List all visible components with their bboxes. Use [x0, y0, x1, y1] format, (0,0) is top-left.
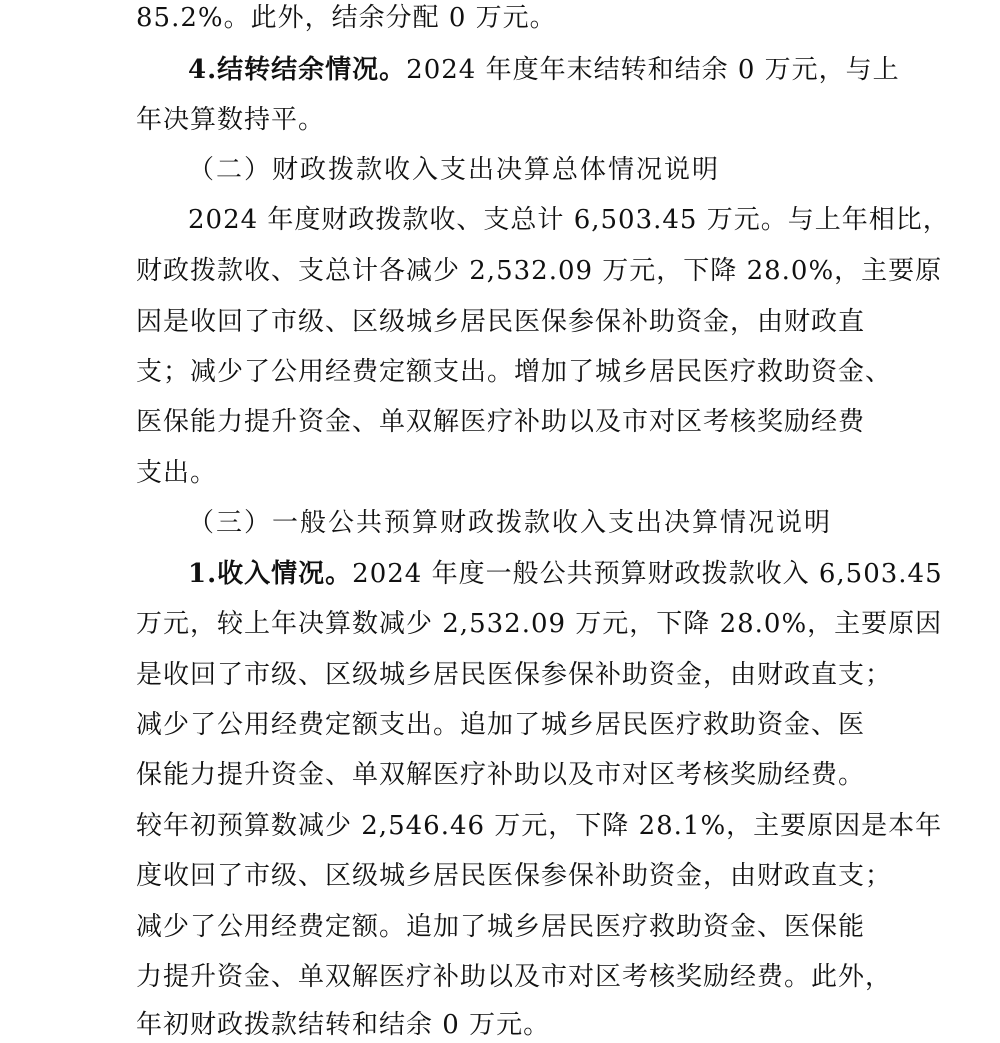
paragraph-line: 85.2%。此外，结余分配 0 万元。 [136, 3, 557, 33]
paragraph-line: 减少了公用经费定额。追加了城乡居民医疗救助资金、医保能 [136, 912, 866, 942]
section-heading: （三）一般公共预算财政拨款收入支出决算情况说明 [188, 508, 833, 538]
paragraph-line: 2024 年度财政拨款收、支总计 6,503.45 万元。与上年相比， [188, 205, 950, 235]
paragraph-line: 4.结转结余情况。2024 年度年末结转和结余 0 万元，与上 [188, 55, 900, 85]
paragraph-line: 度收回了市级、区级城乡居民医保参保补助资金，由财政直支； [136, 861, 893, 891]
paragraph-line: 是收回了市级、区级城乡居民医保参保补助资金，由财政直支； [136, 660, 893, 690]
paragraph-line: 支；减少了公用经费定额支出。增加了城乡居民医疗救助资金、 [136, 357, 893, 387]
paragraph-line: 财政拨款收、支总计各减少 2,532.09 万元，下降 28.0%，主要原 [136, 256, 943, 286]
paragraph-line: 医保能力提升资金、单双解医疗补助以及市对区考核奖励经费 [136, 407, 866, 437]
paragraph-line: 力提升资金、单双解医疗补助以及市对区考核奖励经费。此外， [136, 962, 893, 992]
paragraph-line: 万元，较上年决算数减少 2,532.09 万元，下降 28.0%，主要原因 [136, 609, 943, 639]
paragraph-line: 较年初预算数减少 2,546.46 万元，下降 28.1%，主要原因是本年 [136, 811, 943, 841]
paragraph-line: 支出。 [136, 458, 218, 488]
paragraph-line: 年决算数持平。 [136, 105, 326, 135]
paragraph-line: 减少了公用经费定额支出。追加了城乡居民医疗救助资金、医 [136, 710, 866, 740]
section-heading-inline: 4.结转结余情况。 [188, 55, 407, 85]
section-heading-inline: 1.收入情况。 [188, 559, 353, 589]
paragraph-line: 1.收入情况。2024 年度一般公共预算财政拨款收入 6,503.45 [188, 559, 943, 589]
paragraph-line: 年初财政拨款结转和结余 0 万元。 [136, 1010, 551, 1040]
section-heading: （二）财政拨款收入支出决算总体情况说明 [188, 155, 721, 185]
paragraph-line: 保能力提升资金、单双解医疗补助以及市对区考核奖励经费。 [136, 760, 866, 790]
paragraph-line: 因是收回了市级、区级城乡居民医保参保补助资金，由财政直 [136, 307, 866, 337]
